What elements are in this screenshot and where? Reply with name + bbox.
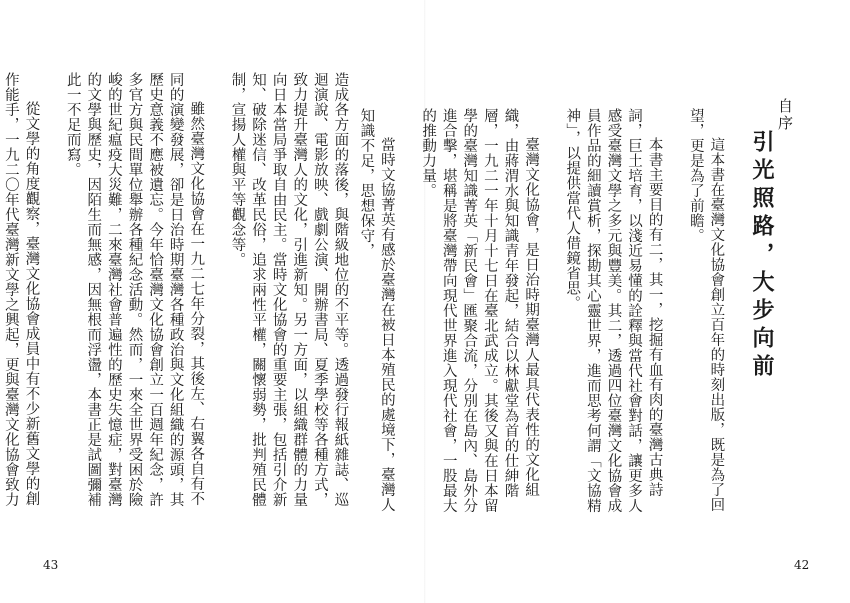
right-paragraph-2: 本書主要目的有二，其一，挖掘有血有肉的臺灣古典詩詞，巨土培育，以淺近易懂的詮釋與當代社會對話，讓更多人感受臺灣文學之多元與豐美。其二，透過四位臺灣文化協會成員作品的細讀賞析，探勘其心靈世界，進而思考何謂「文協精神」，以提供當代人借鏡省思。 (564, 108, 663, 513)
right-paragraph-3: 臺灣文化協會，是日治時期臺灣人最具代表性的文化組織，由蔣渭水與知識青年發起，結合以林獻堂為首的仕紳階層，一九二一年十月十七日在臺北武成立。其後又與在日本留學的臺灣知識菁英「新民會」匯聚合流，分別在島內、島外分進合擊，堪稱是將臺灣帶向現代世界進入現代社會，一股最大的推動力量。 (420, 108, 540, 513)
left-page-body (2, 72, 371, 512)
left-paragraph-2: 雖然臺灣文化協會在一九二七年分裂，其後左、右翼各自有不同的演變發展，卻是日治時期臺灣各種政治與文化組織的源頭，其歷史意義不應被遺忘。今年恰臺灣文化協會創立一百週年紀念，許多官方與民間單位舉辦各種紀念活動。然而，一來全世界受困於險峻的世紀瘟疫大災難，二來臺灣社會普遍性的歷史失憶症，對臺灣的文學與歷史，因陌生而無感，因無根而浮盪，本書正是試圖彌補此一不足而寫。 (64, 72, 205, 507)
page-number-left: 43 (43, 558, 59, 572)
chapter-title: 引光照路，大步向前 (749, 130, 775, 382)
right-paragraph-4: 當時文協菁英有感於臺灣在被日本殖民的處境下，臺灣人知識不足，思想保守， (358, 108, 395, 512)
right-page-body (358, 108, 747, 518)
section-label: 自序 (776, 98, 794, 132)
right-page (358, 0, 850, 603)
right-paragraph-1: 這本書在臺灣文化協會創立百年的時刻出版，既是為了回望，更是為了前瞻。 (687, 108, 725, 512)
left-paragraph-3: 從文學的角度觀察，臺灣文化協會成員中有不少新舊文學的創作能手，一九二〇年代臺灣新文學之興起，更與臺灣文化協會致力 (2, 72, 40, 507)
left-paragraph-1: 造成各方面的落後，與階級地位的不平等。透過發行報紙雜誌、巡迴演說、電影放映、戲劇公演、開辦書局、夏季學校等各種方式，致力提升臺灣人的文化，引進新知。另一方面，以組織群體的力量向日本當局爭取自由民主。當時文化協會的重要主張，包括引介新知、破除迷信、改革民俗，追求兩性平權，關懷弱勢，批判殖民體制，宣揚人權與平等觀念等。 (229, 72, 349, 507)
page-number-right: 42 (794, 558, 810, 572)
